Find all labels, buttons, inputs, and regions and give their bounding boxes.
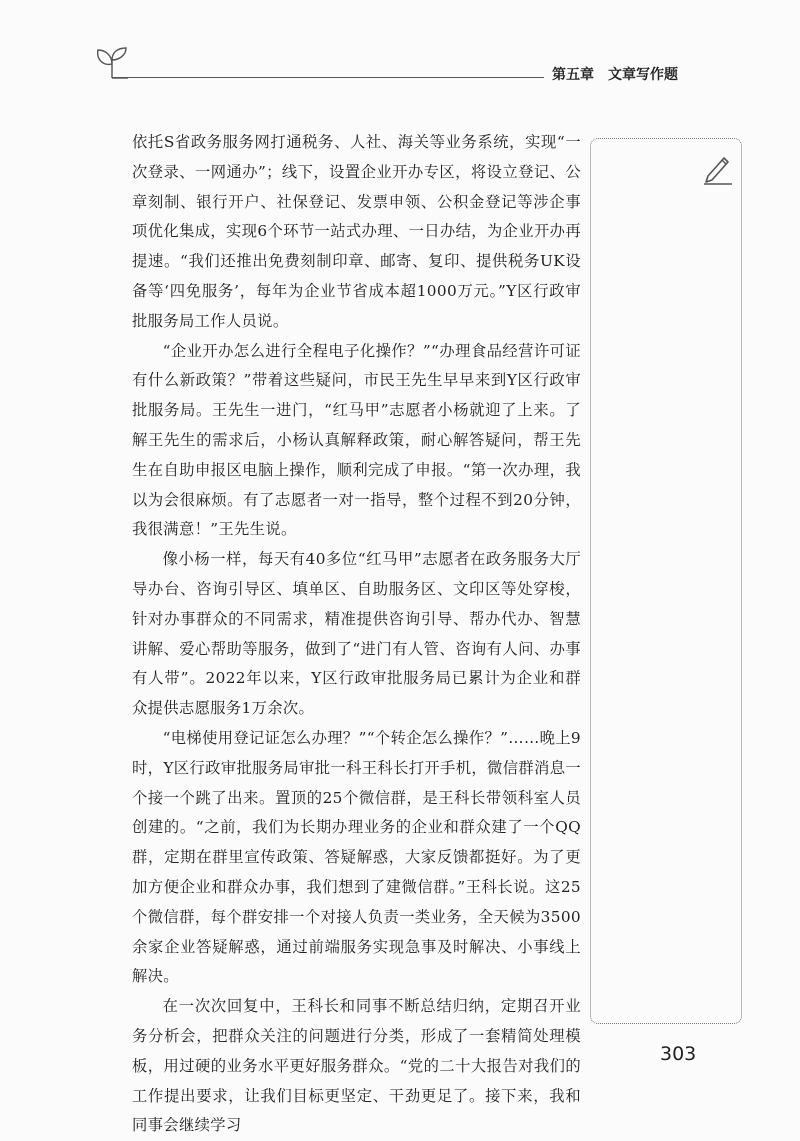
paragraph: 像小杨一样，每天有40多位“红马甲”志愿者在政务服务大厅导办台、咨询引导区、填单区、自助服务区、文印区等处穿梭，针对办事群众的不同需求，精准提供咨询引导、帮办代办、智慧讲解、爱心帮助等服务，做到了“进门有人管、咨询有人问、办事有人带”。2022年以来，Y区行政审批服务局已累计为企业和群众提供志愿服务1万余次。: [132, 550, 581, 718]
paragraph: 在一次次回复中，王科长和同事不断总结归纳，定期召开业务分析会，把群众关注的问题进行分类，形成了一套精简处理模板，用过硬的业务水平更好服务群众。“党的二十大报告对我们的工作提出要求，让我们目标更坚定、干劲更足了。接下来，我和同事会继续学习: [132, 997, 581, 1135]
paragraph: 依托S省政务服务网打通税务、人社、海关等业务系统，实现“一次登录、一网通办”；线下，设置企业开办专区，将设立登记、公章刻制、银行开户、社保登记、发票申领、公积金登记等涉企事项优化集成，实现6个环节一站式办理、一日办结，为企业开办再提速。“我们还推出免费刻制印章、邮寄、复印、提供税务UK设备等‘四免服务’，每年为企业节省成本超1000万元。”Y区行政审批服务局工作人员说。: [132, 133, 581, 330]
paragraph: “电梯使用登记证怎么办理？”“个转企怎么操作？”……晚上9时，Y区行政审批服务局审批一科王科长打开手机，微信群消息一个接一个跳了出来。置顶的25个微信群，是王科长带领科室人员创建的。“之前，我们为长期办理业务的企业和群众建了一个QQ群，定期在群里宣传政策、答疑解惑，大家反馈都挺好。为了更加方便企业和群众办事，我们想到了建微信群。”王科长说。这25个微信群，每个群安排一个对接人负责一类业务，全天候为3500余家企业答疑解惑，通过前端服务实现急事及时解决、小事线上解决。: [132, 728, 581, 986]
chapter-title: 文章写作题: [608, 67, 678, 83]
paragraph: “企业开办怎么进行全程电子化操作？”“办理食品经营许可证有什么新政策？”带着这些疑问，市民王先生早早来到Y区行政审批服务局。王先生一进门，“红马甲”志愿者小杨就迎了上来。了解王先生的需求后，小杨认真解释政策，耐心解答疑问，帮王先生在自助申报区电脑上操作，顺利完成了申报。“第一次办理，我以为会很麻烦。有了志愿者一对一指导，整个过程不到20分钟，我很满意！”王先生说。: [132, 341, 581, 539]
pencil-icon: [702, 152, 734, 186]
article-body: [132, 128, 581, 1141]
chapter-heading: [552, 64, 678, 84]
chapter-number: 第五章: [552, 67, 594, 83]
page-number: 303: [660, 1043, 697, 1065]
notes-margin-box: [590, 138, 742, 1024]
sprout-icon: [92, 42, 132, 82]
header-rule: [112, 77, 544, 78]
